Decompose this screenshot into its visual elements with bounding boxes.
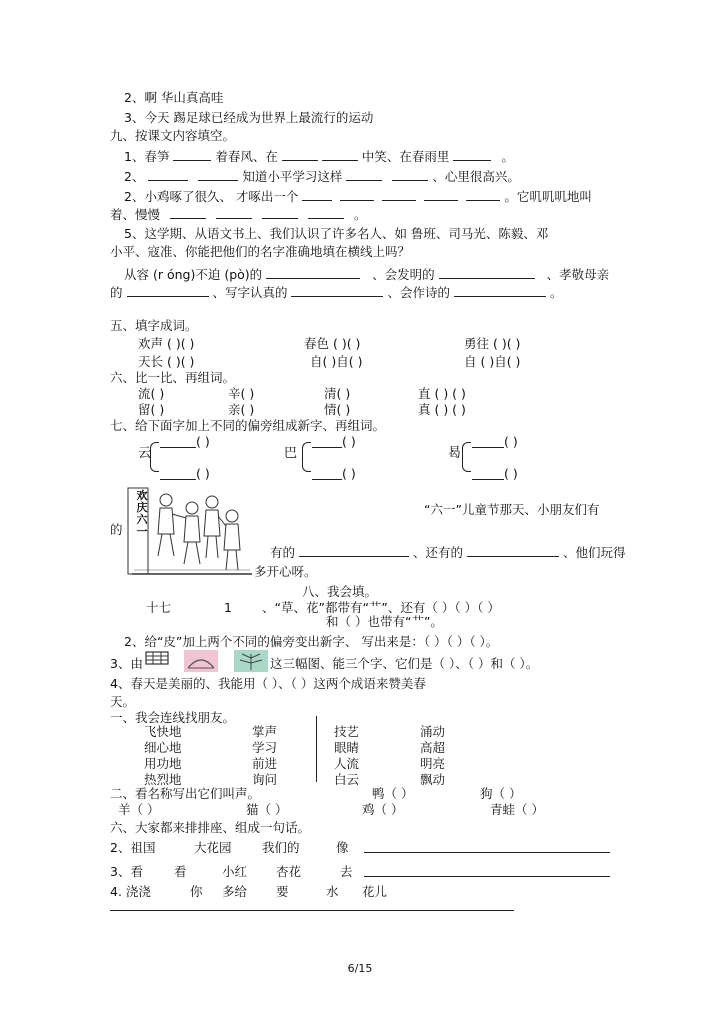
fill-5-g: 、写字认真的 [212,285,288,300]
match-word[interactable]: 前进 [252,756,278,771]
ladder-icon [146,652,168,664]
fill-2-c: 、心里很高兴。 [432,169,520,184]
fill-5-f [110,284,562,301]
char-he: 曷 [448,446,462,461]
paragraph-2: 的 [110,522,123,537]
section-9-title: 九、按课文内容填空。 [110,128,236,143]
paragraph-3 [270,544,625,561]
blank[interactable] [198,168,238,181]
fill-1-c: 中笑、在春雨里 [361,149,450,164]
q1-b: 1 [224,600,232,615]
sentence-word: 大花园 [194,840,232,855]
sentence-word: 4. 浇浇 [110,884,151,899]
animal-frog: 青蛙（ ） [490,802,544,817]
fill-3-cont [110,206,366,223]
match-word[interactable]: 人流 [334,756,360,771]
fill-1-b: 着春风、在 [215,149,278,164]
section-8-title: 八、我会填。 [302,584,378,599]
match-word[interactable]: 学习 [252,740,278,755]
section-6-title: 六、比一比、再组词。 [110,370,236,385]
fill-3-a: 2、小鸡啄了很久、 才啄出一个 [124,189,299,204]
paren: ( ) [196,466,210,481]
blank[interactable] [340,188,374,201]
paren: ( ) [342,434,356,449]
section-2-title: 二、看名称写出它们叫声。 [110,786,261,801]
blank[interactable] [170,206,206,219]
blank[interactable] [148,168,188,181]
word-4: 天长 ( )( ) [138,354,195,369]
blank[interactable] [322,148,358,161]
char-yun: 云 [138,446,152,461]
q1-d: 和（ ）也带有“艹”。 [326,614,443,629]
fill-3-d: 。 [353,207,367,222]
blank[interactable] [216,206,252,219]
blank[interactable] [346,168,382,181]
bridge-icon [184,650,218,672]
match-word[interactable]: 询问 [252,772,278,787]
blank[interactable] [466,188,500,201]
match-word[interactable]: 技艺 [334,724,360,739]
compare-8: 真 ( ) ( ) [418,402,466,417]
match-word[interactable]: 飘动 [420,772,446,787]
fill-5-d: 、会发明的 [372,267,435,282]
animal-cat: 猫（ ） [246,802,288,817]
fill-1-a: 1、春笋 [124,149,170,164]
paragraph-3-b: 、还有的 [412,545,463,560]
sentence-word: 3、看 [110,864,143,879]
compare-2: 辛( ) [228,386,255,401]
sentence-word: 像 [336,840,349,855]
sentence-word: 花儿 [362,884,388,899]
sentence-word: 你 [190,884,203,899]
fill-5-b: 小平、寇准、你能把他们的名字准确地填在横线上吗？ [110,244,411,259]
blank[interactable] [291,284,383,297]
word-3: 勇往 ( )( ) [464,336,521,351]
fill-3-b: 。它叽叽叽地叫 [504,189,592,204]
fill-3 [124,188,592,205]
brace [150,442,159,472]
animal-dog: 狗（ ） [480,786,522,801]
pictograph-strip [142,648,272,674]
paren: ( ) [504,434,518,449]
page-number: 6/15 [347,962,373,975]
match-word[interactable]: 飞快地 [144,724,182,739]
compare-1: 流( ) [138,386,165,401]
blank[interactable] [392,168,428,181]
animal-sheep: 羊（ ） [118,802,160,817]
fill-1-d: 。 [501,149,514,164]
answer-line[interactable] [110,910,514,911]
q4-b: 天。 [110,694,136,709]
match-word[interactable]: 高超 [420,740,446,755]
match-word[interactable]: 白云 [334,772,360,787]
blank[interactable] [424,188,458,201]
q3-a: 3、由 [110,656,143,671]
sentence-word: 2、祖国 [110,840,156,855]
blank[interactable] [160,479,196,480]
blank[interactable] [302,188,332,201]
q4-a: 4、春天是美丽的、我能用（ ）、（ ）这两个成语来赞美春 [110,676,426,691]
fill-5-h: 、会作诗的 [387,285,450,300]
blank[interactable] [312,447,342,448]
compare-7: 情( ) [324,402,351,417]
fill-2-b: 知道小平学习这样 [242,169,343,184]
paren: ( ) [196,434,210,449]
fill-5-c-text: 从容 (r óng)不迫 (pò)的 [124,267,263,282]
animal-duck: 鸭（ ） [372,786,414,801]
sentence-word: 水 [326,884,339,899]
section-6b-title: 六、大家都来排排座、组成一句话。 [110,820,311,835]
q1-c: 、“草、花”都带有“艹”、还有（ ）（ ）（ ） [262,600,500,615]
fill-3-c: 着、慢慢 [110,207,161,222]
word-6: 自 ( )自( ) [464,354,521,369]
sentence-word: 我们的 [262,840,300,855]
sentence-word: 杏花 [276,864,302,879]
compare-6: 亲( ) [228,402,255,417]
fill-5-f-text: 的 [110,285,123,300]
banner-text: 欢庆六一 [136,489,148,538]
blank[interactable] [127,284,209,297]
paragraph-3-a: 有的 [270,545,296,560]
match-word[interactable]: 热烈地 [144,772,182,787]
brace [302,442,311,472]
word-5: 自( )自( ) [310,354,363,369]
fill-2 [124,168,520,185]
blank[interactable] [453,148,491,161]
blank[interactable] [266,266,360,279]
divider [316,716,317,782]
match-word[interactable]: 用功地 [144,756,182,771]
brace [462,442,471,472]
section-1-title: 一、我会连线找朋友。 [110,710,236,725]
fill-5-e: 、孝敬母亲 [546,267,610,282]
blank[interactable] [472,447,504,448]
answer-line[interactable] [364,852,610,853]
blank[interactable] [160,447,196,448]
q2: 2、给“皮”加上两个不同的偏旁变出新字、 写出来是：（ ）（ ）（ ）。 [124,634,499,649]
match-word[interactable]: 细心地 [144,740,182,755]
fill-5-c [124,266,609,283]
fill-5-i: 。 [549,285,563,300]
blank[interactable] [439,266,535,279]
answer-line[interactable] [364,876,610,877]
compare-5: 留( ) [138,402,165,417]
q3-b: 这三幅图、能三个字、它们是（ ）、（ ）和（ ）。 [270,656,539,671]
blank[interactable] [282,148,318,161]
sentence-word: 小红 [222,864,248,879]
blank[interactable] [262,206,298,219]
fill-1 [124,148,514,165]
paren: ( ) [342,466,356,481]
match-word[interactable]: 掌声 [252,724,278,739]
char-ba: 巴 [284,446,298,461]
blank[interactable] [299,544,409,557]
compare-4: 直 ( ) ( ) [418,386,466,401]
paragraph-3-c: 、他们玩得 [562,545,626,560]
blank[interactable] [308,206,344,219]
fill-5-a: 5、这学期、从语文书上、我们认识了许多名人、如 鲁班、司马光、陈毅、邓 [124,226,549,241]
blank[interactable] [173,148,211,161]
section-7-title: 七、给下面字加上不同的偏旁组成新字、再组词。 [110,418,386,433]
paragraph-4: 多开心呀。 [254,564,317,579]
sentence-word: 看 [174,864,187,879]
blank[interactable] [472,479,504,480]
blank[interactable] [467,544,559,557]
word-1: 欢声 ( )( ) [138,336,195,351]
line-1: 2、啊 华山真高哇 [124,90,224,105]
blank[interactable] [382,188,416,201]
tree-icon [234,650,268,672]
animal-chicken: 鸡（ ） [362,802,404,817]
paren: ( ) [504,466,518,481]
match-word[interactable]: 眼睛 [334,740,360,755]
section-5-title: 五、填字成词。 [110,318,198,333]
match-word[interactable]: 明亮 [420,756,446,771]
paragraph-1: “六一”儿童节那天、小朋友们有 [424,502,600,517]
line-2: 3、今天 踢足球已经成为世界上最流行的运动 [124,110,374,125]
q1-a: 十七 [146,600,172,615]
word-2: 春色 ( )( ) [304,336,361,351]
blank[interactable] [312,479,342,480]
fill-2-a: 2、 [124,169,145,184]
sentence-word: 多给 [222,884,248,899]
sentence-word: 去 [340,864,353,879]
match-word[interactable]: 涌动 [420,724,446,739]
compare-3: 清( ) [324,386,351,401]
blank[interactable] [454,284,546,297]
sentence-word: 要 [276,884,289,899]
